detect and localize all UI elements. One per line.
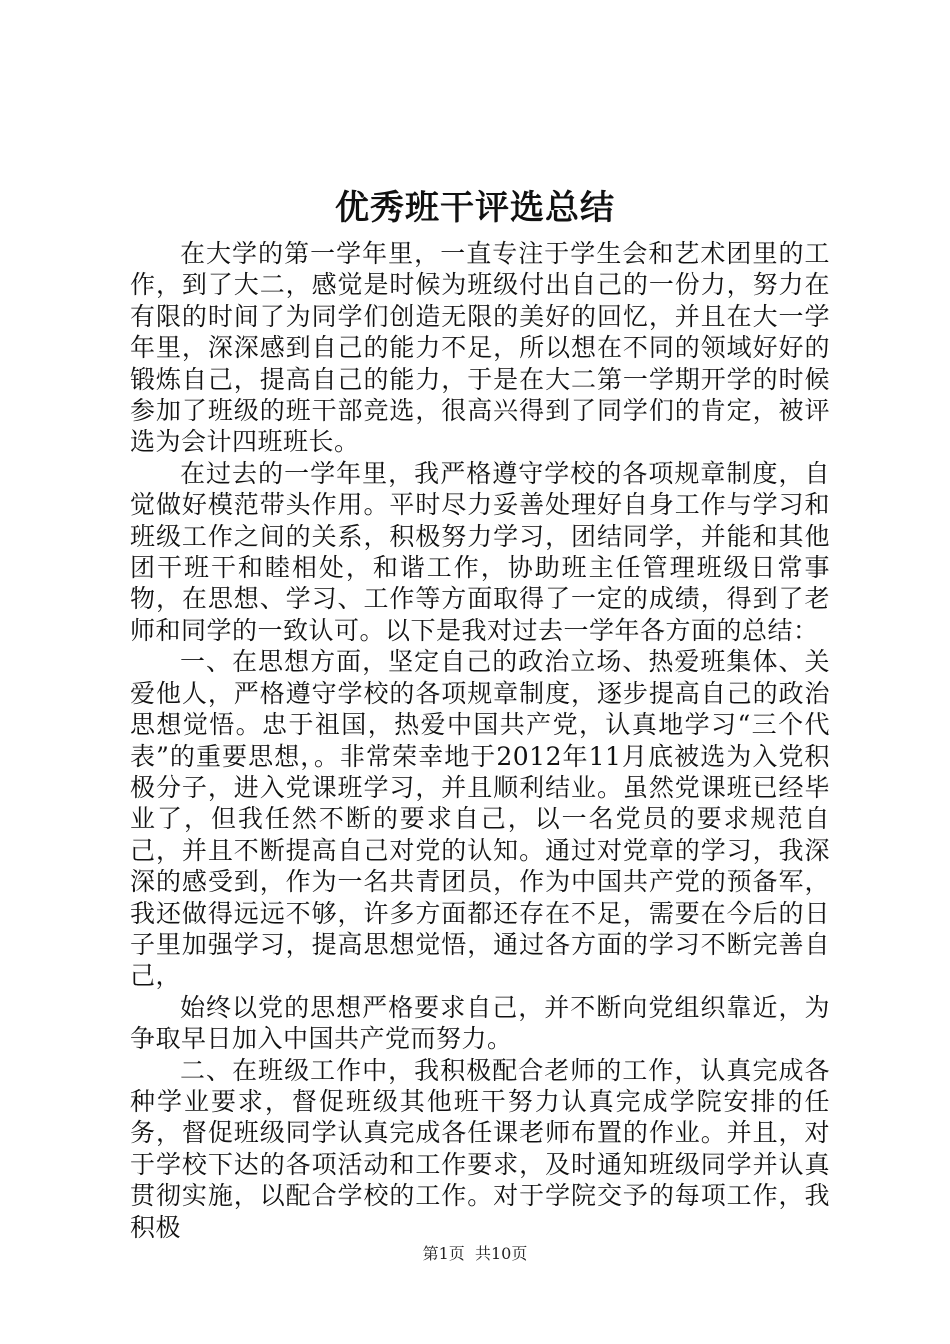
page-total: 共10页 <box>474 1244 528 1263</box>
page-number: 第1页 <box>422 1244 465 1263</box>
page-footer <box>0 1244 950 1264</box>
paragraph: 始终以党的思想严格要求自己，并不断向党组织靠近，为争取早日加入中国共产党而努力。 <box>130 992 830 1054</box>
document-title: 优秀班干评选总结 <box>335 188 615 228</box>
paragraph: 一、在思想方面，坚定自己的政治立场、热爱班集体、关爱他人，严格遵守学校的各项规章制度，逐步提高自己的政治思想觉悟。忠于祖国，热爱中国共产党，认真地学习“三个代表”的重要思想，。非常荣幸地于2012年11月底被选为入党积极分子，进入党课班学习，并且顺利结业。虽然党课班已经毕业了，但我任然不断的要求自己，以一名党员的要求规范自己，并且不断提高自己对党的认知。通过对党章的学习，我深深的感受到，作为一名共青团员，作为中国共产党的预备军，我还做得远远不够，许多方面都还存在不足，需要在今后的日子里加强学习，提高思想觉悟，通过各方面的学习不断完善自己， <box>130 647 830 991</box>
document-body <box>130 238 830 1243</box>
paragraph: 在过去的一学年里，我严格遵守学校的各项规章制度，自觉做好模范带头作用。平时尽力妥善处理好自身工作与学习和班级工作之间的关系，积极努力学习，团结同学，并能和其他团干班干和睦相处，和谐工作，协助班主任管理班级日常事物，在思想、学习、工作等方面取得了一定的成绩，得到了老师和同学的一致认可。以下是我对过去一学年各方面的总结： <box>130 458 830 645</box>
paragraph: 二、在班级工作中，我积极配合老师的工作，认真完成各种学业要求，督促班级其他班干努力认真完成学院安排的任务，督促班级同学认真完成各任课老师布置的作业。并且，对于学校下达的各项活动和工作要求，及时通知班级同学并认真贯彻实施，以配合学校的工作。对于学院交予的每项工作，我积极 <box>130 1055 830 1242</box>
paragraph: 在大学的第一学年里，一直专注于学生会和艺术团里的工作，到了大二，感觉是时候为班级付出自己的一份力，努力在有限的时间了为同学们创造无限的美好的回忆，并且在大一学年里，深深感到自己的能力不足，所以想在不同的领域好好的锻炼自己，提高自己的能力，于是在大二第一学期开学的时候参加了班级的班干部竞选，很高兴得到了同学们的肯定，被评选为会计四班班长。 <box>130 239 830 457</box>
